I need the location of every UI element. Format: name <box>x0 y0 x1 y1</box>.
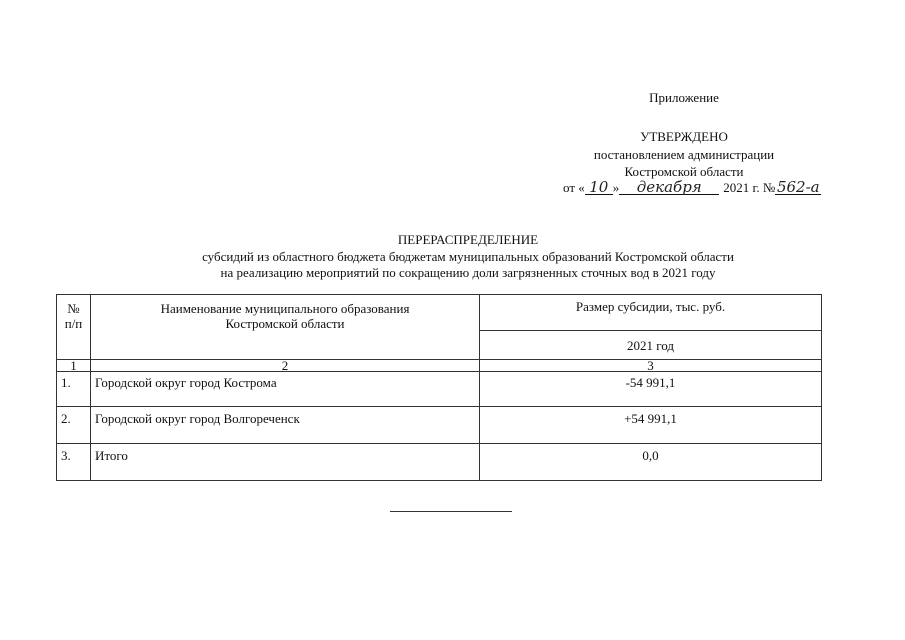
subsidy-table <box>56 294 822 481</box>
region-label: Костромской области <box>624 164 744 179</box>
row-subsidy-value: +54 991,1 <box>480 407 822 444</box>
row-number: 2. <box>57 407 91 444</box>
decree-number-handwritten: 562-а <box>776 178 820 196</box>
approved-label: УТВЕРЖДЕНО <box>640 129 728 144</box>
document-title: ПЕРЕРАСПРЕДЕЛЕНИЕ <box>397 232 539 247</box>
table-row <box>57 407 822 444</box>
row-subsidy-value: -54 991,1 <box>480 372 822 407</box>
row-number: 1. <box>57 372 91 407</box>
column-number-1: 1 <box>57 360 91 372</box>
date-day-handwritten: 10 <box>585 180 613 195</box>
document-subtitle-line1: субсидий из областного бюджета бюджетам муниципальных образований Костромской области <box>202 249 734 264</box>
decree-label: постановлением администрации <box>593 147 775 162</box>
document-subtitle-line2: на реализацию мероприятий по сокращению доли загрязненных сточных вод в 2021 году <box>220 265 716 280</box>
row-municipality: Городской округ город Волгореченск <box>91 407 480 444</box>
date-month-handwritten: декабря <box>619 180 719 195</box>
header-municipality: Наименование муниципального образования Костромской области <box>91 295 480 360</box>
appendix-label: Приложение <box>649 90 719 105</box>
row-number: 3. <box>57 444 91 481</box>
column-number-2: 2 <box>91 360 480 372</box>
decree-date-line <box>563 180 821 196</box>
header-number: № п/п <box>57 295 91 360</box>
column-number-3: 3 <box>480 360 822 372</box>
date-quote-close: » <box>612 180 620 195</box>
table-row <box>57 444 822 481</box>
date-prefix: от « <box>563 180 585 195</box>
header-subsidy-size: Размер субсидии, тыс. руб. <box>480 295 822 331</box>
row-municipality: Итого <box>91 444 480 481</box>
header-year: 2021 год <box>480 331 822 360</box>
footer-divider <box>390 511 512 512</box>
date-year: 2021 г. № <box>723 180 776 195</box>
table-row <box>57 372 822 407</box>
row-subsidy-value: 0,0 <box>480 444 822 481</box>
row-municipality: Городской округ город Кострома <box>91 372 480 407</box>
